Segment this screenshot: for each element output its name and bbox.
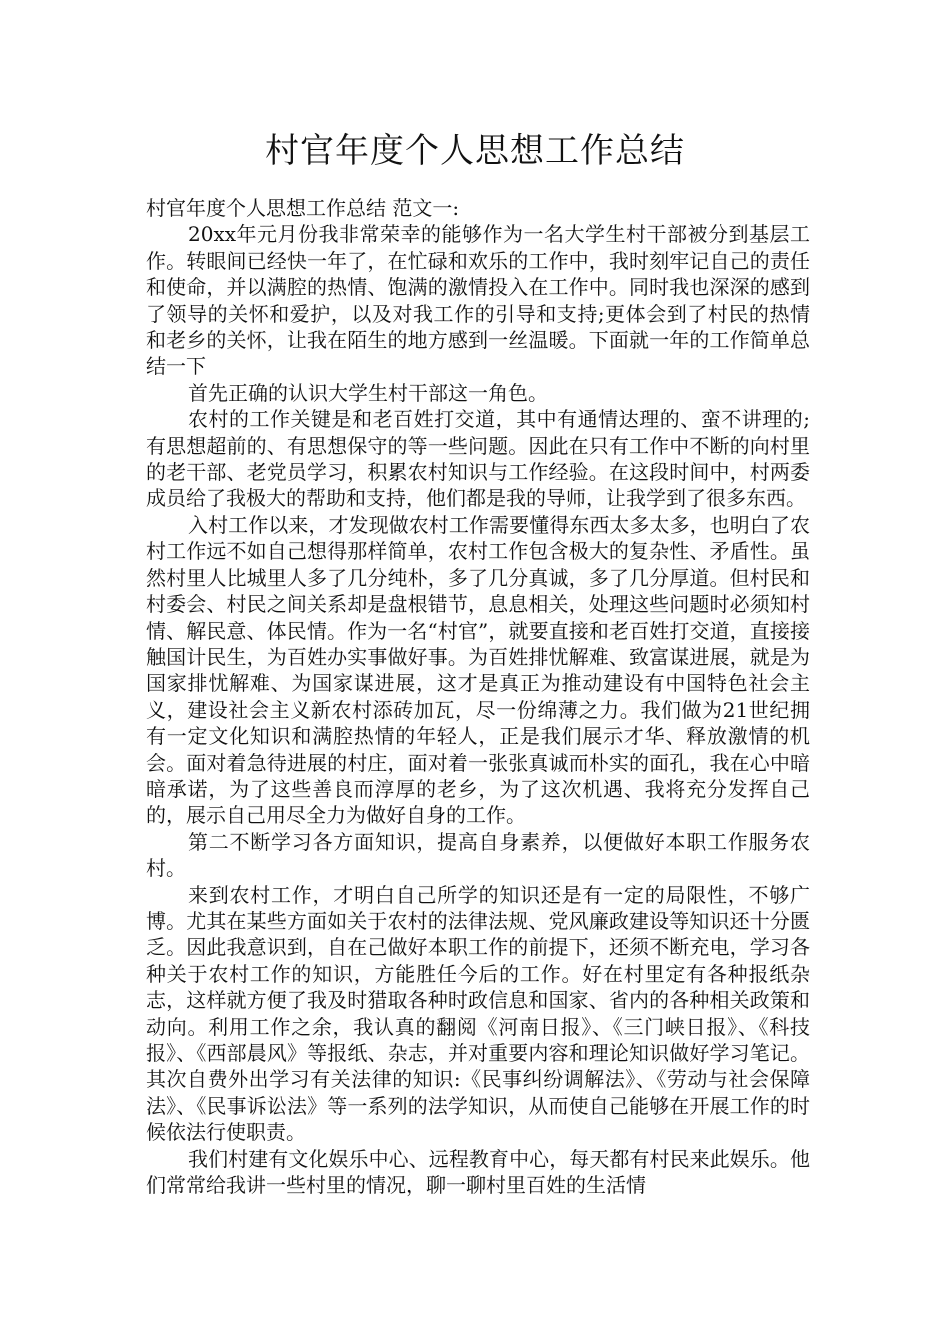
paragraph: 首先正确的认识大学生村干部这一角色。: [188, 380, 548, 405]
paragraph: 20xx年元月份我非常荣幸的能够作为一名大学生村干部被分到基层工作。转眼间已经快一年了，在忙碌和欢乐的工作中，我时刻牢记自己的责任和使命，并以满腔的热情、饱满的激情投入在工作中。同时我也深深的感到了领导的关怀和爱护，以及对我工作的引导和支持;更体会到了村民的热情和老乡的关怀，让我在陌生的地方感到一丝温暖。下面就一年的工作简单总结一下: [146, 222, 810, 379]
section-heading: 村官年度个人思想工作总结 范文一:: [146, 196, 460, 220]
paragraph: 农村的工作关键是和老百姓打交道，其中有通情达理的、蛮不讲理的;有思想超前的、有思想保守的等一些问题。因此在只有工作中不断的向村里的老干部、老党员学习，积累农村知识与工作经验。在这段时间中，村两委成员给了我极大的帮助和支持，他们都是我的导师，让我学到了很多东西。: [146, 407, 810, 511]
paragraph: 我们村建有文化娱乐中心、远程教育中心，每天都有村民来此娱乐。他们常常给我讲一些村里的情况，聊一聊村里百姓的生活情: [146, 1146, 810, 1198]
paragraph: 入村工作以来，才发现做农村工作需要懂得东西太多太多，也明白了农村工作远不如自己想得那样简单，农村工作包含极大的复杂性、矛盾性。虽然村里人比城里人多了几分纯朴，多了几分真诚，多了几分厚道。但村民和村委会、村民之间关系却是盘根错节，息息相关，处理这些问题时必须知村情、解民意、体民情。作为一名“村官”，就要直接和老百姓打交道，直接接触国计民生，为百姓办实事做好事。为百姓排忧解难、致富谋进展，就是为国家排忧解难、为国家谋进展，这才是真正为推动建设有中国特色社会主义，建设社会主义新农村添砖加瓦，尽一份绵薄之力。我们做为21世纪拥有一定文化知识和满腔热情的年轻人，正是我们展示才华、释放激情的机会。面对着急待进展的村庄，面对着一张张真诚而朴实的面孔，我在心中暗暗承诺，为了这些善良而淳厚的老乡，为了这次机遇、我将充分发挥自己的，展示自己用尽全力为做好自身的工作。: [146, 512, 810, 828]
paragraph: 来到农村工作，才明白自己所学的知识还是有一定的局限性，不够广博。尤其在某些方面如关于农村的法律法规、党风廉政建设等知识还十分匮乏。因此我意识到，自在己做好本职工作的前提下，还须不断充电，学习各种关于农村工作的知识，方能胜任今后的工作。好在村里定有各种报纸杂志，这样就方便了我及时猎取各种时政信息和国家、省内的各种相关政策和动向。利用工作之余，我认真的翻阅《河南日报》、《三门峡日报》、《科技报》、《西部晨风》等报纸、杂志，并对重要内容和理论知识做好学习笔记。其次自费外出学习有关法律的知识:《民事纠纷调解法》、《劳动与社会保障法》、《民事诉讼法》等一系列的法学知识，从而使自己能够在开展工作的时候依法行使职责。: [146, 882, 810, 1145]
document-body: [146, 195, 810, 1198]
document-title: 村官年度个人思想工作总结: [265, 131, 685, 171]
paragraph: 第二不断学习各方面知识，提高自身素养，以便做好本职工作服务农村。: [146, 829, 810, 881]
